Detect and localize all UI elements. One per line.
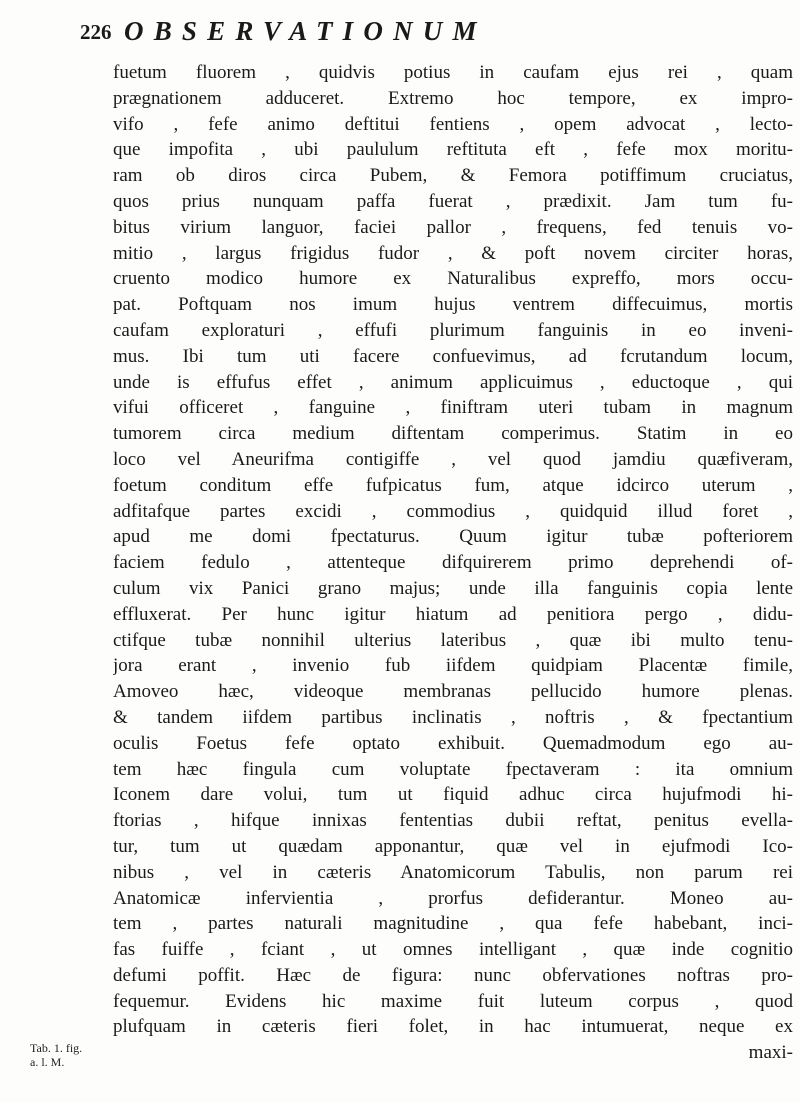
text-line: Anatomicæ infervientia , prorfus defiderantur. Moneo au- bbox=[113, 887, 793, 909]
page-number: 226 bbox=[80, 20, 112, 44]
text-line: jora erant , invenio fub iifdem quidpiam Placentæ fimile, bbox=[113, 655, 793, 677]
text-line: ctifque tubæ nonnihil ulterius lateribus , quæ ibi multo tenu- bbox=[113, 629, 793, 651]
text-line: fequemur. Evidens hic maxime fuit luteum corpus , quod bbox=[113, 990, 793, 1012]
text-line: tur, tum ut quædam apponantur, quæ vel in ejufmodi Ico- bbox=[113, 835, 793, 857]
text-line: defumi poffit. Hæc de figura: nunc obfervationes noftras pro- bbox=[113, 964, 793, 986]
catchword: maxi- bbox=[748, 1042, 793, 1064]
text-line: fuetum fluorem , quidvis potius in caufam ejus rei , quam bbox=[113, 62, 793, 83]
text-line: nibus , vel in cæteris Anatomicorum Tabulis, non parum rei bbox=[113, 861, 793, 883]
text-line: tem , partes naturali magnitudine , qua fefe habebant, inci- bbox=[113, 913, 793, 935]
text-line: loco vel Aneurifma contigiffe , vel quod jamdiu quæfiveram, bbox=[113, 448, 793, 470]
text-line: bitus virium languor, faciei pallor , frequens, fed tenuis vo- bbox=[113, 216, 793, 238]
text-line: & tandem iifdem partibus inclinatis , noftris , & fpectantium bbox=[113, 706, 793, 728]
text-line: effluxerat. Per hunc igitur hiatum ad penitiora pergo , didu- bbox=[113, 603, 793, 625]
text-line: que impofita , ubi paululum reftituta eft , fefe mox moritu- bbox=[113, 139, 793, 161]
text-line: mitio , largus frigidus fudor , & poft novem circiter horas, bbox=[113, 242, 793, 264]
text-line: plufquam in cæteris fieri folet, in hac intumuerat, neque ex bbox=[113, 1016, 793, 1038]
body-text bbox=[113, 60, 793, 1066]
margin-note-figure-ref: Tab. 1. fig. bbox=[30, 1041, 83, 1055]
margin-note-figure-letters: a. l. M. bbox=[30, 1055, 65, 1069]
text-line: culum vix Panici grano majus; unde illa fanguinis copia lente bbox=[113, 577, 793, 599]
text-line: tem hæc fingula cum voluptate fpectaveram : ita omnium bbox=[113, 758, 793, 780]
text-line: prægnationem adduceret. Extremo hoc tempore, ex impro- bbox=[113, 87, 793, 109]
text-line: vifui officeret , fanguine , finiftram uteri tubam in magnum bbox=[113, 397, 793, 419]
text-line: ram ob diros circa Pubem, & Femora potiffimum cruciatus, bbox=[113, 165, 793, 187]
text-line: oculis Foetus fefe optato exhibuit. Quemadmodum ego au- bbox=[113, 732, 793, 754]
text-line: cruento modico humore ex Naturalibus expreffo, mors occu- bbox=[113, 268, 793, 290]
text-line: mus. Ibi tum uti facere confuevimus, ad fcrutandum locum, bbox=[113, 345, 793, 367]
text-line: faciem fedulo , attenteque difquirerem primo deprehendi of- bbox=[113, 552, 793, 574]
text-line: ftorias , hifque innixas fententias dubii reftat, penitus evella- bbox=[113, 810, 793, 832]
text-line: Amoveo hæc, videoque membranas pellucido humore plenas. bbox=[113, 681, 793, 703]
text-line: vifo , fefe animo deftitui fentiens , opem advocat , lecto- bbox=[113, 113, 793, 135]
text-line: fas fuiffe , fciant , ut omnes intelligant , quæ inde cognitio bbox=[113, 939, 793, 961]
text-line: tumorem circa medium diftentam comperimus. Statim in eo bbox=[113, 423, 793, 445]
text-line: foetum conditum effe fufpicatus fum, atque idcirco uterum , bbox=[113, 474, 793, 496]
text-line: unde is effufus effet , animum applicuimus , eductoque , qui bbox=[113, 371, 793, 393]
text-line: adfitafque partes excidi , commodius , quidquid illud foret , bbox=[113, 500, 793, 522]
text-line: pat. Poftquam nos imum hujus ventrem diffecuimus, mortis bbox=[113, 294, 793, 316]
text-line: quos prius nunquam paffa fuerat , prædixit. Jam tum fu- bbox=[113, 190, 793, 212]
text-line: Iconem dare volui, tum ut fiquid adhuc circa hujufmodi hi- bbox=[113, 784, 793, 806]
page-header bbox=[80, 14, 760, 48]
text-line: apud me domi fpectaturus. Quum igitur tubæ pofteriorem bbox=[113, 526, 793, 548]
running-title: OBSERVATIONUM bbox=[124, 16, 487, 46]
text-line: caufam exploraturi , effufi plurimum fanguinis in eo inveni- bbox=[113, 319, 793, 341]
